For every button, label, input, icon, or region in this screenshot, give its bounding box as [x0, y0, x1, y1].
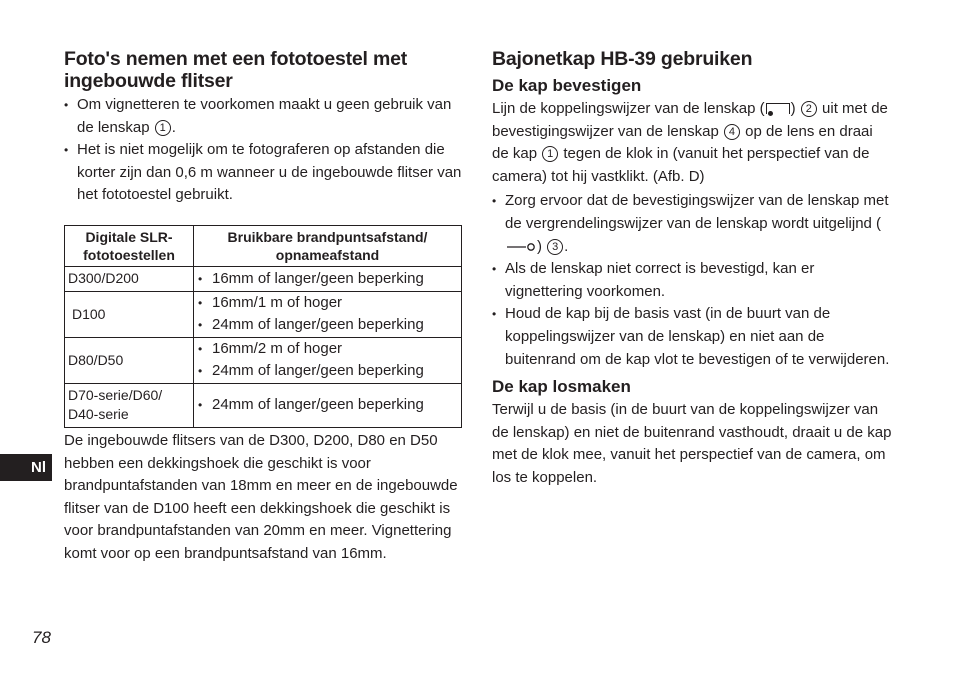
- subheading-attach: De kap bevestigen: [492, 76, 642, 95]
- callout-number: 3: [547, 239, 563, 255]
- right-column: [492, 48, 892, 490]
- list-item: • 16mm of langer/geen beperking: [198, 268, 457, 290]
- table-header-camera: Digitale SLR-fototoestellen: [65, 225, 194, 266]
- subheading-detach: De kap losmaken: [492, 377, 631, 397]
- list-item: • 24mm of langer/geen beperking: [198, 360, 457, 382]
- text-run: op de lens en draai de kap: [492, 122, 873, 163]
- list-item-text: Het is niet mogelijk om te fotograferen op afstanden die korter zijn dan 0,6 m wanneer u de ingebouwde flitser van het fototoestel gebruikt.: [77, 141, 462, 204]
- table-row: [65, 266, 462, 291]
- list-item-text: ): [537, 237, 542, 255]
- list-item-text: .: [171, 118, 176, 136]
- flash-coverage-paragraph: De ingebouwde flitsers van de D300, D200, D80 en D50 hebben een dekkingshoek die geschikt is voor brandpuntafstanden van 18mm en meer en de ingebouwde flitser van de D100 heeft een dekkingshoek die geschikt is voor brandpuntafstanden van 20mm en meer. Vignettering komt voor op een brandpuntsafstand van 16mm.: [64, 431, 458, 562]
- text-run: ): [790, 100, 796, 117]
- list-item: • Houd de kap bij de basis vast (in de buurt van de koppelingswijzer van de lenskap) en niet aan de buitenrand om de kap vlot te bevestigen of te verwijderen.: [492, 303, 892, 371]
- language-tab: Nl: [0, 454, 52, 481]
- left-column: [64, 48, 464, 566]
- list-item-text: Zorg ervoor dat de bevestigingswijzer van de lenskap met de vergrendelingswijzer van de lenskap wordt uitgelijnd (: [505, 192, 889, 232]
- list-item: • 24mm of langer/geen beperking: [198, 394, 457, 416]
- list-item: • 16mm/2 m of hoger: [198, 338, 457, 360]
- table-row: [65, 337, 462, 383]
- list-item-text: Om vignetteren te voorkomen maakt u geen gebruik van de lenskap: [77, 96, 452, 136]
- list-item: • Als de lenskap niet correct is bevestigd, kan er vignettering voorkomen.: [492, 258, 892, 303]
- callout-number: 4: [724, 124, 740, 140]
- attach-instructions: [492, 98, 892, 188]
- table-cell-camera: D80/D50: [65, 337, 194, 383]
- flash-notes-list: [64, 94, 464, 207]
- lock-index-icon: [506, 241, 536, 251]
- section-title-flash: Foto's nemen met een fototoestel met ingebouwde flitser: [64, 48, 408, 92]
- focal-length-table: [64, 225, 462, 428]
- list-item: • 24mm of langer/geen beperking: [198, 314, 457, 336]
- table-cell-camera: D100: [65, 291, 194, 337]
- table-cell-range: [194, 291, 462, 337]
- attach-notes-list: [492, 190, 892, 371]
- table-header-range: Bruikbare brandpuntsafstand/ opnameafstand: [194, 225, 462, 266]
- list-item: [64, 139, 464, 207]
- list-item: • 16mm/1 m of hoger: [198, 292, 457, 314]
- list-item-text: .: [564, 237, 569, 255]
- section-title-hood: Bajonetkap HB-39 gebruiken: [492, 48, 753, 70]
- table-row: [65, 383, 462, 427]
- table-cell-camera: D70-serie/D60/ D40-serie: [65, 383, 194, 427]
- table-header-row: [65, 225, 462, 266]
- callout-number: 1: [542, 146, 558, 162]
- hood-mounting-index-icon: [766, 103, 790, 114]
- table-cell-range: [194, 266, 462, 291]
- table-row: [65, 291, 462, 337]
- text-run: Lijn de koppelingswijzer van de lenskap (: [492, 100, 765, 117]
- detach-instructions: Terwijl u de basis (in de buurt van de koppelingswijzer van de lenskap) en niet de buitenrand vasthoudt, draait u de kap met de klok mee, vanuit het perspectief van de camera, om los te koppelen.: [492, 401, 892, 486]
- callout-number: 1: [155, 120, 171, 136]
- list-item: [492, 190, 892, 258]
- table-cell-range: [194, 383, 462, 427]
- page-number: 78: [32, 628, 51, 647]
- text-run: tegen de klok in (vanuit het perspectief van de camera) tot hij vastklikt. (Afb. D): [492, 145, 870, 185]
- text-run: uit met de bevestigingswijzer van de lenskap: [492, 100, 888, 140]
- table-cell-range: [194, 337, 462, 383]
- callout-number: 2: [801, 101, 817, 117]
- table-cell-camera: D300/D200: [65, 266, 194, 291]
- list-item: [64, 94, 464, 139]
